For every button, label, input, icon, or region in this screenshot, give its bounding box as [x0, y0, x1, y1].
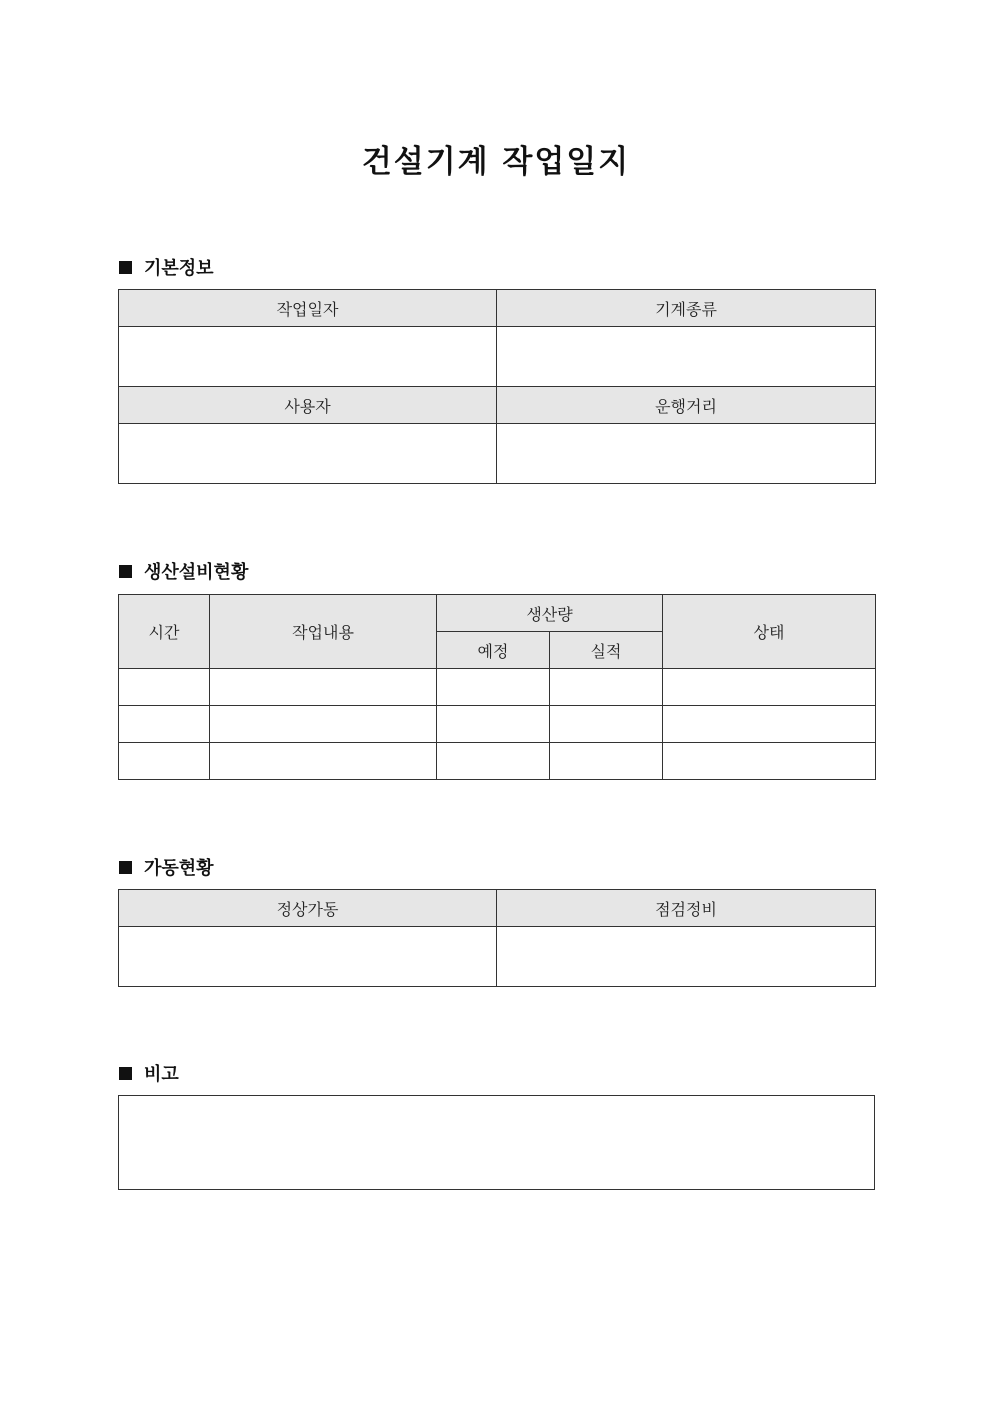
- work-date-field[interactable]: [119, 327, 497, 387]
- actual-cell[interactable]: [550, 669, 663, 706]
- planned-cell[interactable]: [437, 669, 550, 706]
- header-actual: 실적: [550, 632, 663, 669]
- planned-cell[interactable]: [437, 706, 550, 743]
- work-content-cell[interactable]: [210, 669, 437, 706]
- header-work-date: 작업일자: [119, 290, 497, 327]
- square-bullet-icon: [119, 1067, 132, 1080]
- section-heading-label: 비고: [144, 1064, 179, 1085]
- section-heading-label: 기본정보: [144, 258, 214, 279]
- machine-type-field[interactable]: [497, 327, 876, 387]
- header-distance: 운행거리: [497, 387, 876, 424]
- table-row: [119, 743, 876, 780]
- section-heading-basic-info: [119, 254, 214, 280]
- status-cell[interactable]: [663, 706, 876, 743]
- distance-field[interactable]: [497, 424, 876, 484]
- header-machine-type: 기계종류: [497, 290, 876, 327]
- actual-cell[interactable]: [550, 743, 663, 780]
- section-heading-remarks: [119, 1060, 179, 1086]
- section-heading-operation: [119, 854, 214, 880]
- section-heading-label: 생산설비현황: [144, 562, 249, 583]
- remarks-field[interactable]: [119, 1096, 875, 1190]
- basic-info-table: [118, 289, 876, 484]
- time-cell[interactable]: [119, 743, 210, 780]
- remarks-table: [118, 1095, 875, 1190]
- section-heading-label: 가동현황: [144, 858, 214, 879]
- user-field[interactable]: [119, 424, 497, 484]
- work-content-cell[interactable]: [210, 743, 437, 780]
- status-cell[interactable]: [663, 743, 876, 780]
- normal-operation-field[interactable]: [119, 927, 497, 987]
- status-cell[interactable]: [663, 669, 876, 706]
- section-heading-production: [119, 558, 248, 584]
- time-cell[interactable]: [119, 669, 210, 706]
- header-output: 생산량: [437, 595, 663, 632]
- header-user: 사용자: [119, 387, 497, 424]
- header-time: 시간: [119, 595, 210, 669]
- header-work-content: 작업내용: [210, 595, 437, 669]
- time-cell[interactable]: [119, 706, 210, 743]
- header-status: 상태: [663, 595, 876, 669]
- operation-table: [118, 889, 876, 987]
- header-planned: 예정: [437, 632, 550, 669]
- header-inspection-maintenance: 점검정비: [497, 890, 876, 927]
- header-normal-operation: 정상가동: [119, 890, 497, 927]
- table-row: [119, 706, 876, 743]
- document-title: 건설기계 작업일지: [361, 144, 631, 180]
- planned-cell[interactable]: [437, 743, 550, 780]
- square-bullet-icon: [119, 861, 132, 874]
- table-row: [119, 669, 876, 706]
- square-bullet-icon: [119, 565, 132, 578]
- inspection-maintenance-field[interactable]: [497, 927, 876, 987]
- actual-cell[interactable]: [550, 706, 663, 743]
- work-content-cell[interactable]: [210, 706, 437, 743]
- production-table: [118, 594, 876, 780]
- square-bullet-icon: [119, 261, 132, 274]
